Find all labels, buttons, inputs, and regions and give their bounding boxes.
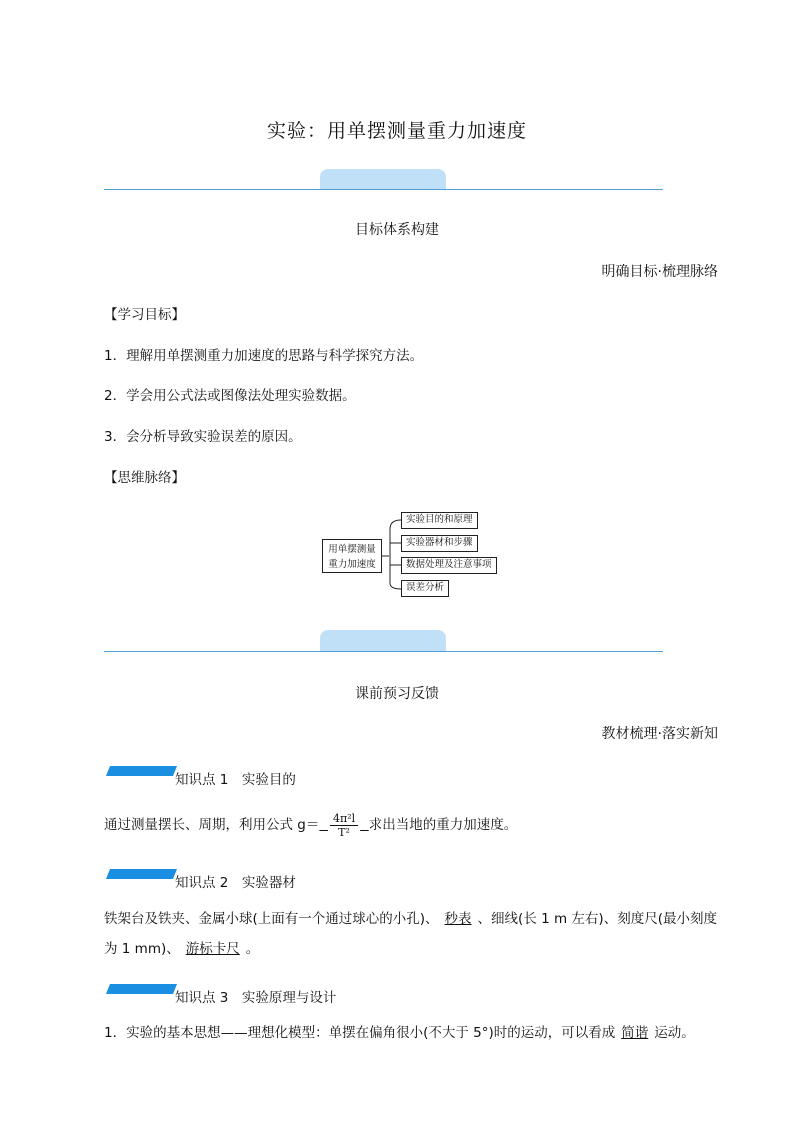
text-segment: 1．实验的基本思想——理想化模型：单摆在偏角很小(不大于 5°)时的运动，可以看成 [104,1025,616,1041]
section-tab-decoration [320,630,446,651]
goals-label: 【学习目标】 [104,307,185,323]
text-segment: 。 [245,941,260,957]
mindmap-root-line: 重力加速度 [328,559,376,570]
page-title: 实验：用单摆测量重力加速度 [266,120,527,142]
knowledge-point-marker [106,766,177,776]
text-segment: 、细线(长 1 m 左右)、刻度尺(最小刻度为 1 mm)、 [104,911,717,957]
section-heading: 目标体系构建 [355,222,439,238]
section-heading: 课前预习反馈 [355,686,439,702]
answer-blank: 游标卡尺 [185,941,240,957]
mindmap-root [322,539,382,573]
text-segment: 运动。 [654,1025,695,1041]
section-tab-decoration [320,169,446,190]
knowledge-point-text [104,1018,744,1048]
formula-numerator: 4π²l [330,812,358,826]
goal-item: 2．学会用公式法或图像法处理实验数据。 [104,388,356,404]
formula [330,812,358,839]
section-subheading: 教材梳理·落实新知 [601,726,718,742]
knowledge-point-text [104,904,720,964]
knowledge-point-marker [106,984,177,994]
goal-item: 3．会分析导致实验误差的原因。 [104,429,302,445]
text-segment: 求出当地的重力加速度。 [368,817,518,833]
goal-item: 1．理解用单摆测重力加速度的思路与科学探究方法。 [104,348,424,364]
text-segment: 通过测量摆长、周期，利用公式 g＝ [104,817,320,833]
knowledge-point-label: 知识点 3 实验原理与设计 [175,990,337,1006]
knowledge-point-marker [106,869,177,879]
mindmap-branch: 误差分析 [401,580,449,597]
mindmap-branch: 数据处理及注意事项 [401,557,497,574]
mindmap-branch: 实验目的和原理 [401,512,478,529]
mindmap-root-line: 用单摆测量 [328,544,376,555]
section-divider [104,651,663,652]
formula-denominator: T² [338,825,350,839]
answer-blank: 简谐 [621,1025,649,1041]
mindmap-connectors [382,515,402,595]
answer-blank: 秒表 [444,911,472,927]
formula-blank [319,811,368,839]
knowledge-point-text [104,810,720,840]
mindmap-label: 【思维脉络】 [104,470,185,486]
section-divider [104,189,663,190]
mindmap-branch: 实验器材和步骤 [401,535,478,552]
knowledge-point-label: 知识点 2 实验器材 [175,875,296,891]
knowledge-point-label: 知识点 1 实验目的 [175,772,296,788]
section-subheading: 明确目标·梳理脉络 [601,264,718,280]
text-segment: 铁架台及铁夹、金属小球(上面有一个通过球心的小孔)、 [104,911,439,927]
